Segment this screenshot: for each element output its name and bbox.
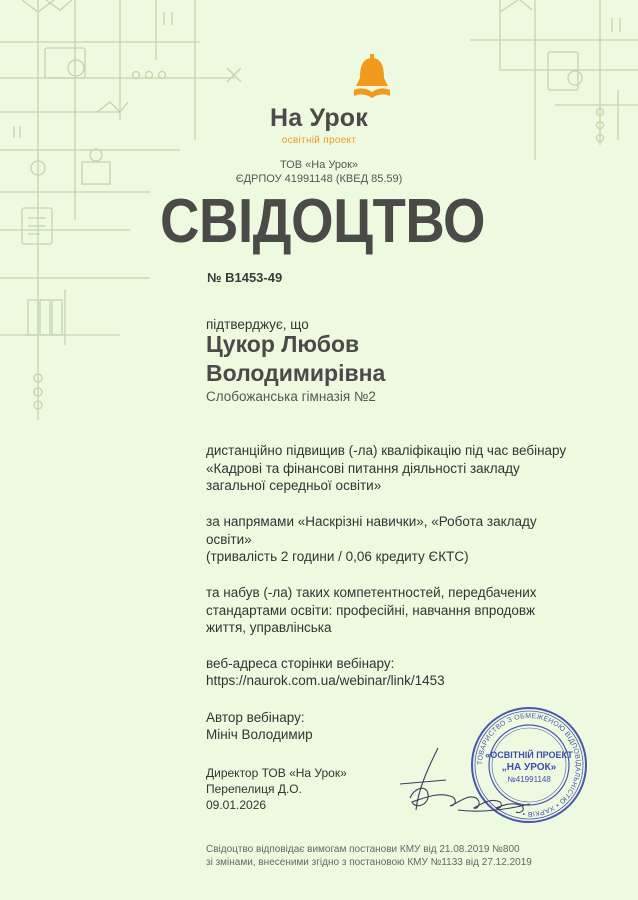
author-label: Автор вебінару: (206, 710, 305, 725)
webinar-url[interactable]: https://naurok.com.ua/webinar/link/1453 (206, 673, 445, 688)
organization-code: ЄДРПОУ 41991148 (КВЕД 85.59) (235, 173, 403, 185)
duration-text: (тривалість 2 години / 0,06 кредиту ЄКТС) (206, 549, 469, 564)
confirms-text: підтверджує, що (206, 317, 309, 332)
director-name: Перепелиця Д.О. (206, 782, 302, 796)
director-signature (398, 740, 538, 820)
directions-text: за напрямами «Наскрізні навички», «Робота закладу освіти» (206, 514, 537, 547)
author-name: Мініч Володимир (206, 727, 313, 742)
qualification-text: дистанційно підвищив (-ла) кваліфікацію під час вебінару «Кадрові та фінансові питання діяльності закладу загальної середньої освіти» (206, 443, 567, 493)
issue-date: 09.01.2026 (206, 798, 267, 812)
certificate-title: СВІДОЦТВО (160, 187, 486, 256)
footer-line-2: зі змінами, внесеними згідно з постановою КМУ №1133 від 27.12.2019 (206, 857, 532, 868)
webinar-url-label: веб-адреса сторінки вебінару: (206, 656, 395, 671)
recipient-school: Слобожанська гімназія №2 (206, 389, 376, 404)
organization-name: ТОВ «На Урок» (279, 159, 359, 171)
recipient-name: Цукор Любов Володимирівна (206, 331, 386, 386)
competencies-text: та набув (-ла) таких компетентностей, передбачених стандартами освіти: професійні, навчання впродовж життя, управлінська (206, 585, 537, 635)
stamp-text-1: «ОСВІТНІЙ ПРОЕКТ (485, 750, 573, 760)
director-title: Директор ТОВ «На Урок» (206, 766, 347, 780)
certificate-number: № В1453-49 (207, 270, 283, 285)
footer-line-1: Свідоцтво відповідає вимогам постанови КМУ від 21.08.2019 №800 (206, 844, 520, 855)
brand-subtitle: освітній проект (281, 135, 357, 146)
stamp-code: №41991148 (507, 775, 551, 784)
stamp-text-2: „НА УРОК» (501, 762, 557, 773)
brand-name: На Урок (270, 104, 368, 132)
bell-logo-icon (350, 52, 394, 104)
stamp-ring-text: ТОВАРИСТВО З ОБМЕЖЕНОЮ ВІДПОВІДАЛЬНІСТЮ • ХАРКІВ • (476, 712, 582, 818)
